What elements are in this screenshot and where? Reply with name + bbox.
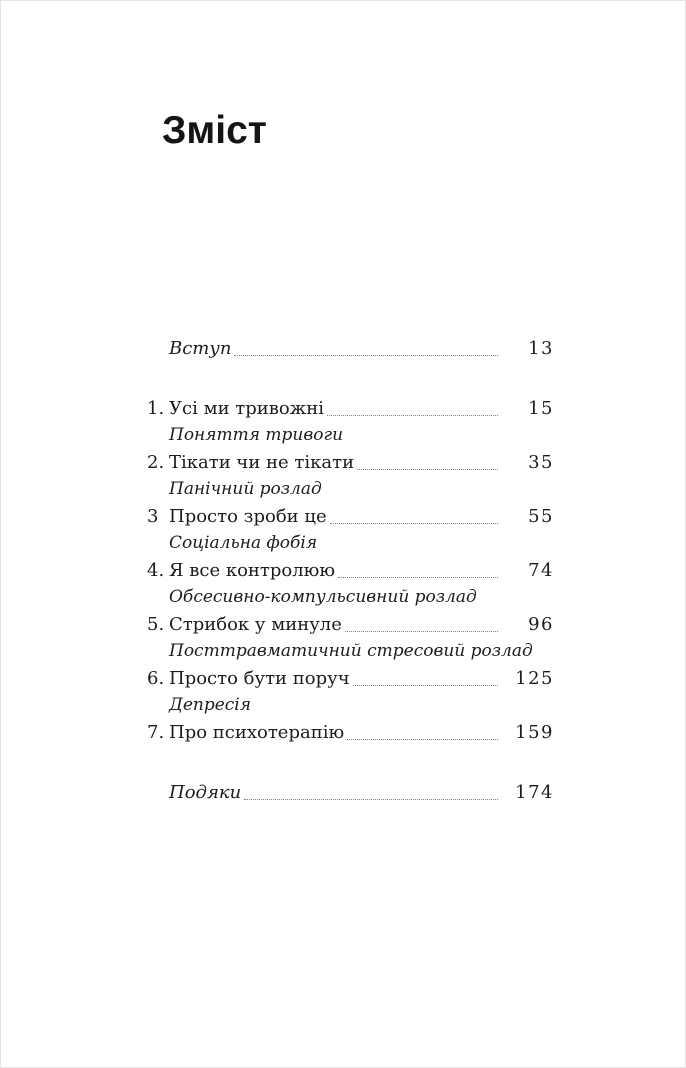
page-number: 174 — [515, 782, 554, 803]
chapter-number: 2. — [147, 452, 165, 473]
toc-row — [147, 665, 554, 692]
page-number: 15 — [528, 398, 554, 419]
dot-leader — [353, 685, 498, 686]
chapter-number: 5. — [147, 614, 165, 635]
toc-row — [147, 557, 554, 584]
toc-row — [147, 719, 554, 746]
toc-row — [147, 449, 554, 476]
chapter-title: Стрибок у минуле — [169, 614, 342, 635]
toc-row — [147, 335, 554, 362]
toc-entry — [147, 395, 554, 449]
chapter-subtitle: Поняття тривоги — [169, 425, 344, 445]
chapter-title: Усі ми тривожні — [169, 398, 325, 419]
page-number: 55 — [528, 506, 554, 527]
toc-entry — [147, 611, 554, 665]
dot-leader — [357, 469, 498, 470]
chapter-subtitle: Посттравматичний стресовий розлад — [169, 641, 533, 661]
chapter-number: 4. — [147, 560, 165, 581]
toc-entry — [147, 719, 554, 746]
toc-entry — [147, 665, 554, 719]
dot-leader — [244, 799, 498, 800]
toc-row — [147, 395, 554, 422]
toc-row — [147, 503, 554, 530]
toc-row — [147, 779, 554, 806]
dot-leader — [345, 631, 498, 632]
chapter-subtitle: Панічний розлад — [169, 479, 322, 499]
dot-leader — [327, 415, 498, 416]
chapter-number: 7. — [147, 722, 165, 743]
toc-entry — [147, 557, 554, 611]
page-number: 74 — [528, 560, 554, 581]
dot-leader — [338, 577, 498, 578]
dot-leader — [330, 523, 498, 524]
toc-entry — [147, 779, 554, 806]
page-number: 13 — [528, 338, 554, 359]
chapter-title: Тікати чи не тікати — [169, 452, 355, 473]
toc-entry — [147, 503, 554, 557]
toc-entry — [147, 449, 554, 503]
page-title: Зміст — [162, 109, 267, 152]
chapter-number: 6. — [147, 668, 165, 689]
page-number: 125 — [515, 668, 554, 689]
page-number: 159 — [515, 722, 554, 743]
dot-leader — [234, 355, 498, 356]
chapter-subtitle: Депресія — [169, 695, 251, 715]
chapter-title: Я все контролюю — [169, 560, 336, 581]
chapter-title: Про психотерапію — [169, 722, 345, 743]
chapter-number: 3 — [147, 506, 159, 527]
chapter-title: Вступ — [169, 338, 232, 359]
dot-leader — [347, 739, 498, 740]
chapter-subtitle: Соціальна фобія — [169, 533, 318, 553]
chapter-title: Просто зроби це — [169, 506, 327, 527]
chapter-title: Просто бути поруч — [169, 668, 350, 689]
chapter-number: 1. — [147, 398, 165, 419]
page-number: 35 — [528, 452, 554, 473]
toc-row — [147, 611, 554, 638]
page-number: 96 — [528, 614, 554, 635]
chapter-title: Подяки — [169, 782, 242, 803]
chapter-subtitle: Обсесивно-компульсивний розлад — [169, 587, 477, 607]
table-of-contents — [147, 335, 554, 806]
toc-entry — [147, 335, 554, 362]
